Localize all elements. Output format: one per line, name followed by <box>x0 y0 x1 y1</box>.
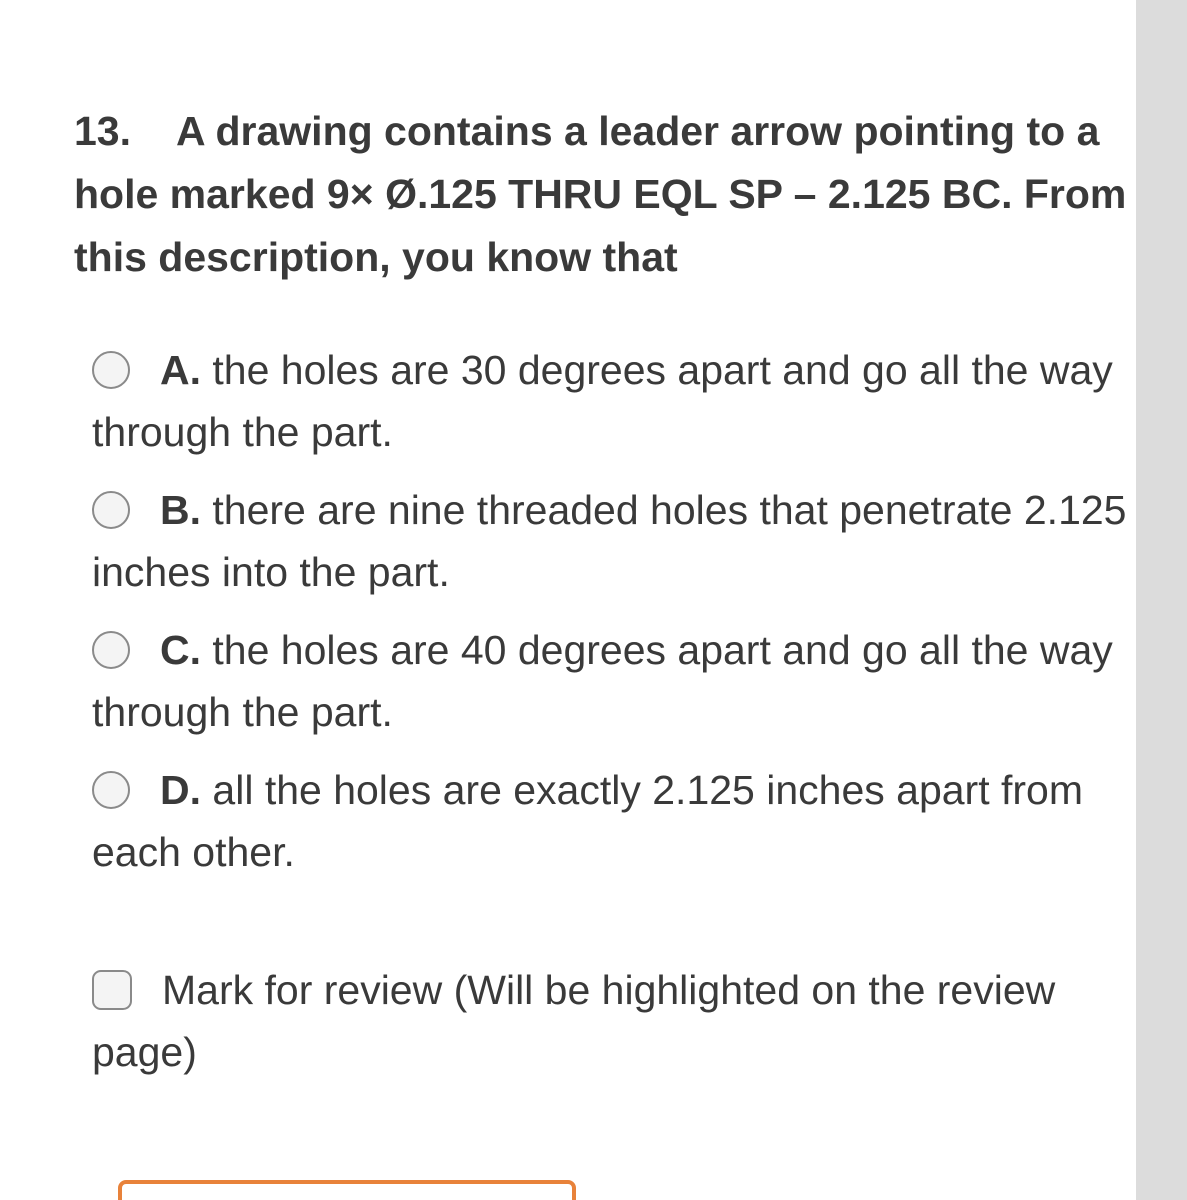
option-letter: C. <box>160 627 201 673</box>
option-text: there are nine threaded holes that penetrate 2.125 inches into the part. <box>92 487 1127 595</box>
question-text <box>74 100 1136 289</box>
option-b[interactable] <box>92 479 1136 603</box>
option-letter: B. <box>160 487 201 533</box>
option-text: all the holes are exactly 2.125 inches apart from each other. <box>92 767 1083 875</box>
option-letter: A. <box>160 347 201 393</box>
question-body: A drawing contains a leader arrow pointing to a hole marked 9× Ø.125 THRU EQL SP – 2.125 BC. From this description, you know that <box>74 108 1127 280</box>
mark-for-review[interactable] <box>92 959 1136 1083</box>
review-checkbox[interactable] <box>92 970 132 1010</box>
option-text: the holes are 40 degrees apart and go all the way through the part. <box>92 627 1113 735</box>
question-content <box>74 100 1136 1083</box>
option-letter: D. <box>160 767 201 813</box>
answer-options <box>92 339 1136 883</box>
radio-button-d[interactable] <box>92 771 130 809</box>
option-a[interactable] <box>92 339 1136 463</box>
action-button[interactable] <box>118 1180 576 1200</box>
radio-button-b[interactable] <box>92 491 130 529</box>
option-d[interactable] <box>92 759 1136 883</box>
scrollbar-track[interactable] <box>1136 0 1187 1200</box>
option-c[interactable] <box>92 619 1136 743</box>
option-text: the holes are 30 degrees apart and go all the way through the part. <box>92 347 1113 455</box>
question-number: 13. <box>74 108 131 154</box>
radio-button-a[interactable] <box>92 351 130 389</box>
radio-button-c[interactable] <box>92 631 130 669</box>
review-label: Mark for review (Will be highlighted on the review page) <box>92 967 1056 1075</box>
